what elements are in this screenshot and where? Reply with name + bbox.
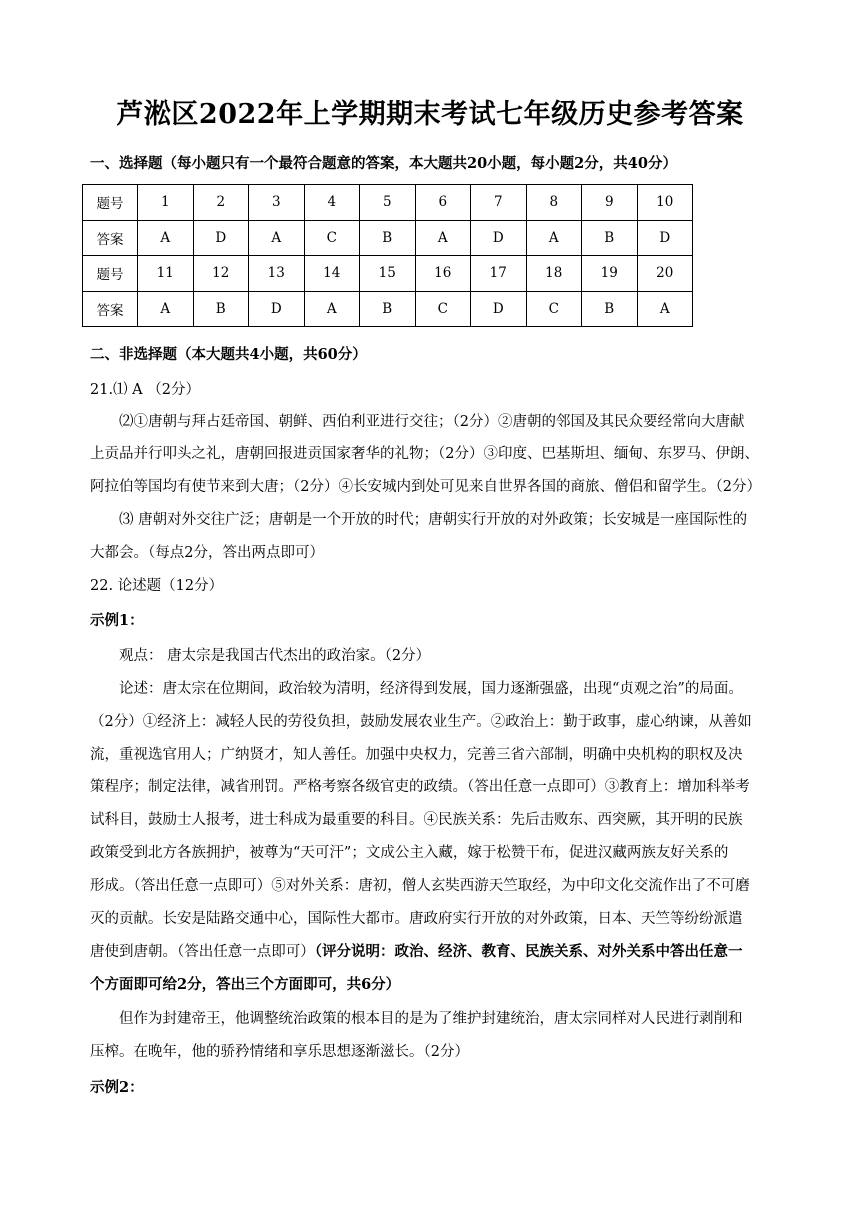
table-cell: A bbox=[249, 220, 305, 256]
argument-line: 灭的贡献。长安是陆路交通中心，国际性大都市。唐政府实行开放的对外政策，日本、天竺等纷纷派遣 bbox=[90, 911, 743, 927]
table-cell: 13 bbox=[249, 256, 305, 292]
q21-part2-line: 上贡品并行叩头之礼，唐朝回报进贡国家奢华的礼物；（2分）③印度、巴基斯坦、缅甸、东罗马、伊朗、 bbox=[90, 446, 759, 462]
table-cell: C bbox=[526, 291, 582, 327]
table-cell: B bbox=[360, 220, 416, 256]
scoring-note-line: 个方面即可给2分，答出三个方面即可，共6分） bbox=[90, 976, 401, 993]
table-cell: 题号 bbox=[83, 256, 138, 292]
table-cell: 11 bbox=[138, 256, 194, 292]
table-cell: A bbox=[637, 291, 693, 327]
table-cell: D bbox=[193, 220, 249, 256]
q21-part2-line: 阿拉伯等国均有使节来到大唐；（2分）④长安城内到处可见来自世界各国的商旅、僧侣和留学生。（2分） bbox=[90, 479, 761, 495]
table-cell: 16 bbox=[415, 256, 471, 292]
document-title: 芦淞区2022年上学期期末考试七年级历史参考答案 bbox=[116, 99, 744, 130]
table-cell: 19 bbox=[582, 256, 638, 292]
table-cell: A bbox=[526, 220, 582, 256]
table-cell: 12 bbox=[193, 256, 249, 292]
table-cell: 2 bbox=[193, 185, 249, 221]
table-cell: D bbox=[637, 220, 693, 256]
table-cell: 答案 bbox=[83, 291, 138, 327]
viewpoint-line: 观点： 唐太宗是我国古代杰出的政治家。（2分） bbox=[119, 648, 431, 664]
argument-text: 唐使到唐朝。（答出任意一点即可） bbox=[90, 944, 315, 960]
example-1-label: 示例1： bbox=[90, 612, 144, 629]
q21-part3-line: ⑶ 唐朝对外交往广泛；唐朝是一个开放的时代；唐朝实行开放的对外政策；长安城是一座国际性的 bbox=[119, 512, 748, 528]
table-cell: A bbox=[138, 291, 194, 327]
table-cell: C bbox=[304, 220, 360, 256]
table-cell: 17 bbox=[471, 256, 527, 292]
table-row bbox=[83, 291, 693, 327]
table-cell: B bbox=[582, 291, 638, 327]
answer-table bbox=[82, 184, 693, 327]
argument-line: 政策受到北方各族拥护，被尊为“天可汗”；文成公主入藏，嫁于松赞干布，促进汉藏两族友好关系的 bbox=[90, 845, 729, 861]
table-cell: 18 bbox=[526, 256, 582, 292]
table-row bbox=[83, 256, 693, 292]
table-cell: 6 bbox=[415, 185, 471, 221]
table-cell: 5 bbox=[360, 185, 416, 221]
table-cell: 答案 bbox=[83, 220, 138, 256]
argument-line bbox=[90, 942, 743, 962]
argument-line: 策程序；制定法律，减省刑罚。严格考察各级官吏的政绩。（答出任意一点即可）③教育上：增加科举考 bbox=[90, 779, 750, 795]
table-cell: 8 bbox=[526, 185, 582, 221]
q21-part3-line: 大都会。（每点2分，答出两点即可） bbox=[90, 545, 324, 561]
counterpoint-line: 压榨。在晚年，他的骄矜情绪和享乐思想逐渐滋长。（2分） bbox=[90, 1044, 469, 1060]
table-cell: D bbox=[471, 291, 527, 327]
counterpoint-line: 但作为封建帝王，他调整统治政策的根本目的是为了维护封建统治，唐太宗同样对人民进行剥削和 bbox=[119, 1011, 743, 1027]
table-cell: A bbox=[304, 291, 360, 327]
table-cell: 3 bbox=[249, 185, 305, 221]
table-cell: 9 bbox=[582, 185, 638, 221]
q21-part1: 21.⑴ A （2分） bbox=[90, 382, 200, 398]
table-cell: B bbox=[582, 220, 638, 256]
table-cell: 14 bbox=[304, 256, 360, 292]
table-cell: B bbox=[360, 291, 416, 327]
scoring-note: （评分说明：政治、经济、教育、民族关系、对外关系中答出任意一 bbox=[314, 943, 743, 960]
table-cell: C bbox=[415, 291, 471, 327]
table-cell: A bbox=[138, 220, 194, 256]
section-multiple-choice-heading: 一、选择题（每小题只有一个最符合题意的答案，本大题共20小题，每小题2分，共40分） bbox=[90, 155, 677, 172]
table-cell: 15 bbox=[360, 256, 416, 292]
example-2-label: 示例2： bbox=[90, 1079, 144, 1096]
table-row bbox=[83, 220, 693, 256]
section-non-choice-heading: 二、非选择题（本大题共4小题，共60分） bbox=[90, 346, 367, 363]
table-cell: 20 bbox=[637, 256, 693, 292]
table-cell: 题号 bbox=[83, 185, 138, 221]
table-cell: B bbox=[193, 291, 249, 327]
q21-part2-line: ⑵①唐朝与拜占廷帝国、朝鲜、西伯利亚进行交往；（2分）②唐朝的邻国及其民众要经常向大唐献 bbox=[119, 414, 745, 430]
table-cell: 10 bbox=[637, 185, 693, 221]
table-cell: 1 bbox=[138, 185, 194, 221]
argument-line: （2分）①经济上：减轻人民的劳役负担，鼓励发展农业生产。②政治上：勤于政事，虚心纳谏，从善如 bbox=[90, 714, 752, 730]
argument-line: 论述：唐太宗在位期间，政治较为清明，经济得到发展，国力逐渐强盛，出现“贞观之治”的局面。 bbox=[119, 681, 743, 697]
argument-line: 形成。（答出任意一点即可）⑤对外关系：唐初，僧人玄奘西游天竺取经，为中印文化交流作出了不可磨 bbox=[90, 878, 750, 894]
table-cell: 7 bbox=[471, 185, 527, 221]
argument-line: 流，重视选官用人；广纳贤才，知人善任。加强中央权力，完善三省六部制，明确中央机构的职权及决 bbox=[90, 747, 743, 763]
table-row bbox=[83, 185, 693, 221]
q22-heading: 22. 论述题（12分） bbox=[90, 578, 224, 594]
table-cell: D bbox=[249, 291, 305, 327]
table-cell: D bbox=[471, 220, 527, 256]
table-cell: 4 bbox=[304, 185, 360, 221]
table-cell: A bbox=[415, 220, 471, 256]
argument-line: 试科目，鼓励士人报考，进士科成为最重要的科目。④民族关系：先后击败东、西突厥，其开明的民族 bbox=[90, 812, 743, 828]
